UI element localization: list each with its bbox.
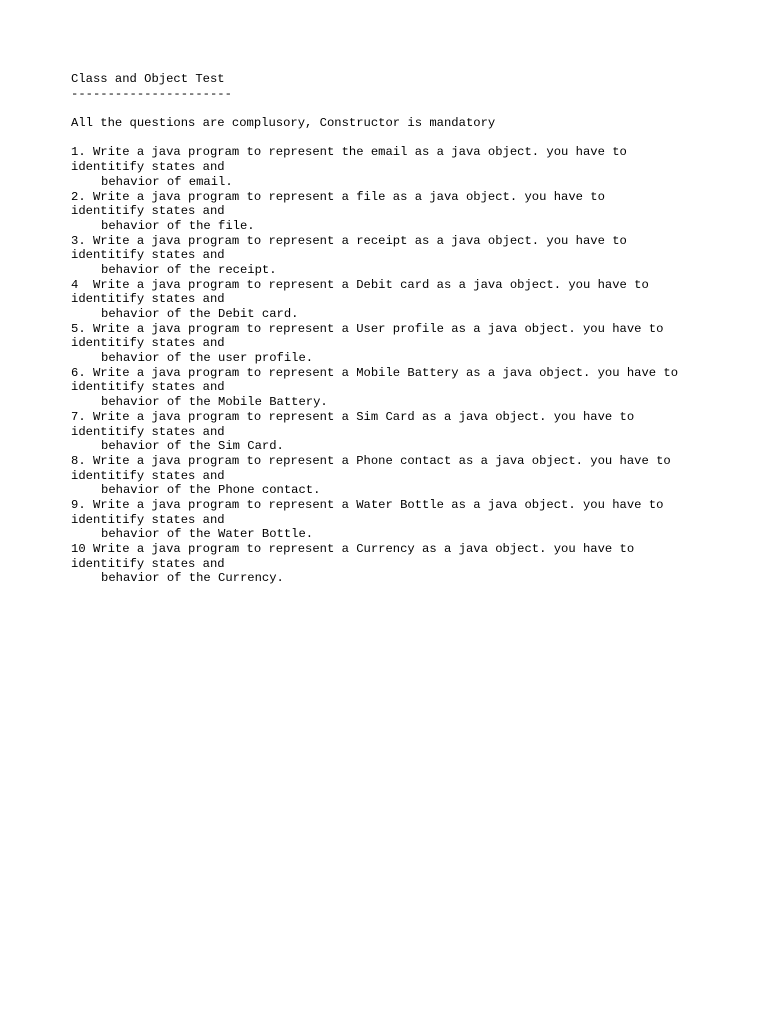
question-text-wrap: identitify states and — [71, 380, 225, 395]
question-text-indented: behavior of the Currency. — [101, 571, 284, 586]
question-text: 1. Write a java program to represent the email as a java object. you have to — [71, 145, 627, 160]
question-text-indented: behavior of the receipt. — [101, 262, 277, 277]
spacer — [71, 101, 751, 116]
spacer — [71, 131, 751, 146]
question-text: 5. Write a java program to represent a User profile as a java object. you have to — [71, 321, 664, 336]
question-text-wrap: identitify states and — [71, 424, 225, 439]
question-text: 4 Write a java program to represent a Debit card as a java object. you have to — [71, 277, 649, 292]
question-text-indented: behavior of the Phone contact. — [101, 483, 321, 498]
question-text: 8. Write a java program to represent a Phone contact as a java object. you have to — [71, 453, 671, 468]
title-underline: ---------------------- — [71, 86, 232, 101]
question-item — [71, 234, 751, 278]
question-text-wrap: identitify states and — [71, 336, 225, 351]
question-text-wrap: identitify states and — [71, 292, 225, 307]
document-page — [71, 72, 751, 586]
question-item — [71, 145, 751, 189]
question-text-wrap: identitify states and — [71, 160, 225, 175]
question-item — [71, 366, 751, 410]
question-item — [71, 190, 751, 234]
question-text-indented: behavior of the user profile. — [101, 351, 314, 366]
question-text-wrap: identitify states and — [71, 204, 225, 219]
question-item — [71, 454, 751, 498]
question-text: 2. Write a java program to represent a file as a java object. you have to — [71, 189, 605, 204]
question-text-indented: behavior of the Mobile Battery. — [101, 395, 328, 410]
question-text-indented: behavior of the Debit card. — [101, 307, 299, 321]
question-text-indented: behavior of the Water Bottle. — [101, 527, 314, 542]
question-text: 6. Write a java program to represent a Mobile Battery as a java object. you have to — [71, 365, 679, 380]
question-item — [71, 410, 751, 454]
question-item — [71, 542, 751, 586]
question-text-indented: behavior of email. — [101, 174, 233, 189]
question-text: 9. Write a java program to represent a Water Bottle as a java object. you have to — [71, 497, 664, 512]
question-item — [71, 278, 751, 322]
question-text: 10 Write a java program to represent a Currency as a java object. you have to — [71, 542, 635, 556]
question-text: 3. Write a java program to represent a receipt as a java object. you have to — [71, 233, 627, 248]
question-text-wrap: identitify states and — [71, 248, 225, 263]
question-text-indented: behavior of the file. — [101, 218, 255, 233]
instructions: All the questions are complusory, Constructor is mandatory — [71, 116, 496, 131]
question-text-indented: behavior of the Sim Card. — [101, 439, 284, 454]
question-text-wrap: identitify states and — [71, 556, 225, 571]
question-text-wrap: identitify states and — [71, 512, 225, 527]
question-text: 7. Write a java program to represent a Sim Card as a java object. you have to — [71, 409, 635, 424]
document-title: Class and Object Test — [71, 72, 225, 86]
question-item — [71, 322, 751, 366]
question-item — [71, 498, 751, 542]
question-text-wrap: identitify states and — [71, 468, 225, 483]
